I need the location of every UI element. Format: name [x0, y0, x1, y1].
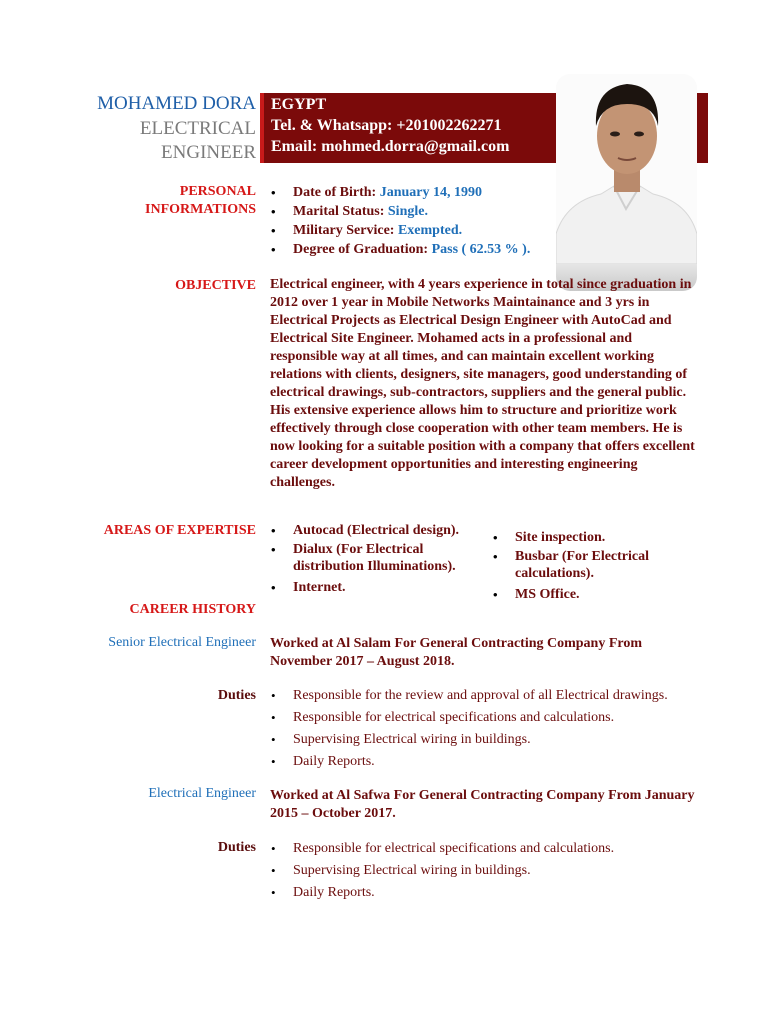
job-description-electrical: Worked at Al Safwa For General Contracting Company From January 2015 – October 2017. [270, 788, 695, 821]
banner-accent-bar [260, 93, 264, 163]
candidate-name: MOHAMED DORA [97, 93, 256, 114]
list-item: • Responsible for electrical specifications and calculations. [270, 838, 710, 860]
military-service-value: Exempted. [397, 223, 463, 238]
marital-status-value: Single. [387, 204, 428, 219]
list-item: • MS Office. [492, 585, 698, 604]
list-item: • Autocad (Electrical design). [270, 521, 480, 540]
list-item: • Degree of Graduation: Pass ( 62.53 % ). [270, 240, 560, 259]
country: EGYPT [271, 96, 327, 113]
phone: Tel. & Whatsapp: +201002262271 [271, 117, 502, 134]
list-item: • Responsible for the review and approval of all Electrical drawings. [270, 685, 710, 707]
expertise-label: AREAS OF EXPERTISE [103, 523, 256, 538]
career-history-label: CAREER HISTORY [129, 602, 256, 617]
job-title-electrical: Electrical Engineer [148, 786, 256, 801]
job-description-senior: Worked at Al Salam For General Contracting Company From November 2017 – August 2018. [270, 636, 643, 669]
profile-photo [556, 74, 697, 291]
objective-text: Electrical engineer, with 4 years experience in total since graduation in 2012 over 1 year in Mobile Networks Maintainance and 3 yrs in Electrical Projects as Electrical Design Engineer with AutoCad and Electrical Site Engineer. Mohamed acts in a professional and responsible way at all times, and can maintain excellent working relations with clients, designers, site managers, good understanding of electrical drawings, sub-contractors, suppliers and the general public. His extensive experience allows him to structure and prioritize work effectively through close cooperation with other team members. He is now looking for a suitable position with a company that offers excellent career development opportunities and interesting engineering challenges. [270, 277, 695, 490]
job-title-line-1: ELECTRICAL [139, 118, 256, 139]
list-item: • Internet. [270, 578, 480, 597]
duties-list-electrical [270, 838, 710, 904]
personal-label-line-1: PERSONAL [179, 184, 256, 199]
personal-label-line-2: INFORMATIONS [145, 202, 256, 217]
date-of-birth-value: January 14, 1990 [379, 185, 482, 200]
duties-label: Duties [217, 688, 256, 703]
list-item: • Supervising Electrical wiring in buildings. [270, 860, 710, 882]
profile-photo-image [556, 74, 697, 291]
contact-details [271, 94, 509, 157]
email: Email: mohmed.dorra@gmail.com [271, 138, 510, 155]
list-item: • Responsible for electrical specifications and calculations. [270, 707, 710, 729]
duties-label: Duties [217, 840, 256, 855]
list-item: • Military Service: Exempted. [270, 221, 560, 240]
personal-info-list [270, 183, 560, 259]
list-item: • Marital Status: Single. [270, 202, 560, 221]
list-item: • Supervising Electrical wiring in buildings. [270, 729, 710, 751]
list-item: • Site inspection. [492, 528, 698, 547]
job-title-senior: Senior Electrical Engineer [108, 635, 256, 650]
objective-label: OBJECTIVE [175, 278, 256, 293]
duties-list-senior [270, 685, 710, 773]
job-title-line-2: ENGINEER [161, 142, 256, 163]
list-item: • Dialux (For Electrical distribution Illuminations). [270, 541, 480, 575]
graduation-grade-value: Pass ( 62.53 % ). [431, 242, 531, 257]
list-item: • Busbar (For Electrical calculations). [492, 548, 698, 582]
list-item: • Date of Birth: January 14, 1990 [270, 183, 560, 202]
expertise-list-2 [492, 528, 698, 604]
expertise-list-1 [270, 521, 480, 597]
list-item: • Daily Reports. [270, 882, 710, 904]
list-item: • Daily Reports. [270, 751, 710, 773]
